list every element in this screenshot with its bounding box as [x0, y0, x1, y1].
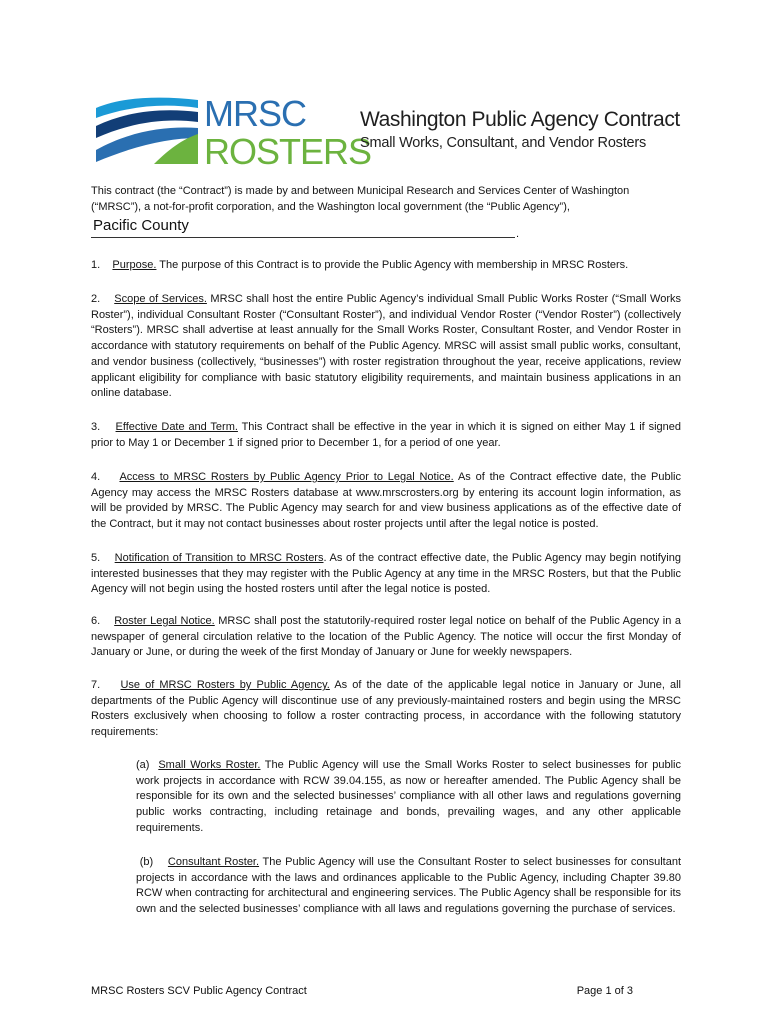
- footer-document-name: MRSC Rosters SCV Public Agency Contract: [91, 985, 307, 997]
- mrsc-rosters-logo: [94, 93, 372, 172]
- intro-line-1: This contract (the “Contract”) is made by and between Municipal Research and Services Center of Washington: [91, 185, 630, 197]
- logo-swoosh-icon: [94, 93, 372, 172]
- section-number: 7.: [91, 679, 101, 691]
- section-3: [91, 420, 681, 451]
- section-heading: Effective Date and Term.: [115, 421, 238, 433]
- county-period: .: [516, 228, 520, 240]
- section-text: As of the Contract effective date, the Public Agency may access the MRSC Rosters database at www.mrscrosters.org by entering its account login information, as will be provided by MRSC. The Public Agency may search for and view business applications as of the effective date of the Contract, but it may not contact businesses about roster projects until after the legal notice is posted.: [91, 471, 682, 531]
- section-text: The purpose of this Contract is to provide the Public Agency with membership in MRSC Rosters.: [156, 259, 629, 271]
- section-heading: Notification of Transition to MRSC Rosters: [114, 552, 324, 564]
- section-4: [91, 470, 681, 533]
- subsection-number: (b): [139, 856, 154, 868]
- public-agency-field[interactable]: [91, 217, 521, 241]
- document-title: Washington Public Agency Contract: [360, 108, 680, 131]
- section-7b: [136, 855, 681, 918]
- section-heading: Access to MRSC Rosters by Public Agency Prior to Legal Notice.: [119, 471, 454, 483]
- section-number: 6.: [91, 615, 101, 627]
- section-7a: [136, 758, 681, 837]
- subsection-heading: Consultant Roster.: [167, 856, 260, 868]
- section-text: MRSC shall post the statutorily-required roster legal notice on behalf of the Public Agency in a newspaper of general circulation relative to the location of the Public Agency. The notice will occur the first Monday of January or June, or during the week of the first Monday of January or June for weekly newspapers.: [91, 615, 681, 659]
- section-7: [91, 678, 681, 741]
- section-heading: Scope of Services.: [114, 293, 207, 305]
- section-number: 5.: [91, 552, 101, 564]
- section-2: [91, 292, 681, 402]
- section-number: 2.: [91, 293, 101, 305]
- logo-rosters-text: ROSTERS: [204, 131, 372, 172]
- section-heading: Purpose.: [112, 259, 157, 271]
- public-agency-value[interactable]: Pacific County: [93, 217, 189, 234]
- section-6: [91, 614, 681, 661]
- subsection-text: The Public Agency will use the Consultant Roster to select businesses for consultant projects in accordance with the laws and ordinances applicable to the Public Agency, including Chapter 39.80 RCW when contracting for architectural and engineering services. The Public Agency shall be responsible for its own and the selected businesses’ compliance with all laws and regulations governing the purchase of services.: [136, 856, 681, 916]
- subsection-heading: Small Works Roster.: [158, 759, 261, 771]
- section-5: [91, 551, 681, 598]
- signature-underline: [91, 237, 515, 238]
- section-text: This Contract shall be effective in the year in which it is signed on either May 1 if signed prior to May 1 or December 1 if signed prior to December 1, for a period of one year.: [91, 421, 681, 449]
- section-number: 3.: [91, 421, 101, 433]
- section-number: 4.: [91, 471, 101, 483]
- footer-page-number: Page 1 of 3: [576, 985, 633, 997]
- section-text: MRSC shall host the entire Public Agency’s individual Small Public Works Roster (“Small Works Roster”), individual Consultant Roster (“Consultant Roster”), and individual Vendor Roster (“Vendor Roster”) (collectively “Rosters”). MRSC shall advertise at least annually for the Small Works Roster, Consultant Roster, and Vendor Roster in accordance with statutory requirements on behalf of the Public Agency. MRSC will assist small public works, consultant, and vendor business (collectively, “businesses”) with roster registration throughout the year, receive applications, review applicant eligibility for compliance with basic statutory eligibility requirements, and maintain business applications in an online database.: [91, 293, 681, 400]
- section-1: [91, 258, 681, 274]
- intro-paragraph: [91, 184, 681, 215]
- intro-line-2: (“MRSC”), a not-for-profit corporation, and the Washington local government (the “Public Agency”),: [91, 200, 570, 213]
- subsection-number: (a): [136, 759, 150, 771]
- section-number: 1.: [91, 259, 101, 271]
- subsection-text: The Public Agency will use the Small Works Roster to select businesses for public work projects in accordance with RCW 39.04.155, as now or hereafter amended. The Public Agency shall be responsible for its own and the selected businesses’ compliance with all other laws and regulations governing public works contracting, including retainage and bonds, prevailing wages, and any other applicable requirements.: [136, 759, 681, 834]
- logo-mrsc-text: MRSC: [204, 93, 306, 134]
- section-heading: Use of MRSC Rosters by Public Agency.: [120, 679, 330, 691]
- section-text: . As of the contract effective date, the Public Agency may begin notifying interested businesses that they may register with the Public Agency at any time in the MRSC Rosters, but that the Public Agency will not begin using the hosted rosters until after the legal notice is posted.: [91, 552, 681, 596]
- document-subtitle: Small Works, Consultant, and Vendor Rosters: [360, 135, 647, 151]
- section-heading: Roster Legal Notice.: [114, 615, 215, 627]
- section-text: As of the date of the applicable legal notice in January or June, all departments of the Public Agency will discontinue use of any previously-maintained rosters and begin using the MRSC Rosters exclusively when choosing to follow a roster contracting process, in accordance with the following statutory requirements:: [91, 679, 681, 739]
